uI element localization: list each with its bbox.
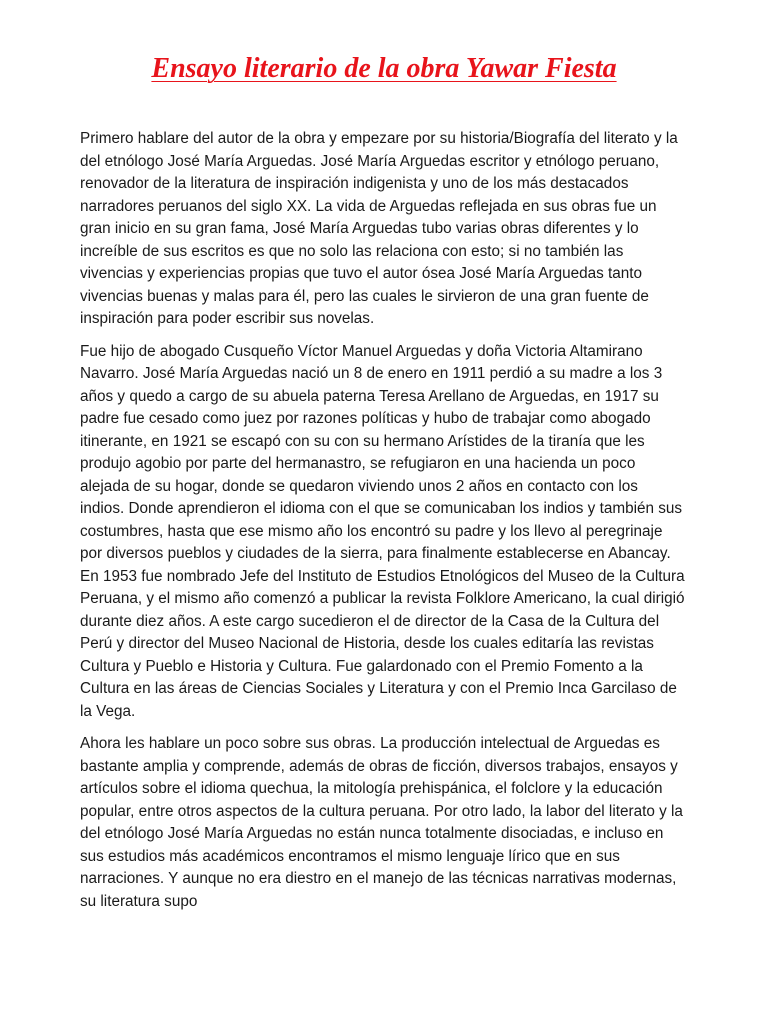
document-title: Ensayo literario de la obra Yawar Fiesta [151, 53, 617, 84]
document-body [80, 128, 685, 923]
paragraph-3: Ahora les hablare un poco sobre sus obras. La producción intelectual de Arguedas es bastante amplia y comprende, además de obras de ficción, diversos trabajos, ensayos y artículos sobre el idioma quechua, la mitología prehispánica, el folclore y la educación popular, entre otros aspectos de la cultura peruana. Por otro lado, la labor del literato y la del etnólogo José María Arguedas no están nunca totalmente disociadas, e incluso en sus estudios más académicos encontramos el mismo lenguaje lírico que en sus narraciones. Y aunque no era diestro en el manejo de las técnicas narrativas modernas, su literatura supo [80, 735, 683, 910]
paragraph-2: Fue hijo de abogado Cusqueño Víctor Manuel Arguedas y doña Victoria Altamirano Navarro. José María Arguedas nació un 8 de enero en 1911 perdió a su madre a los 3 años y quedo a cargo de su abuela paterna Teresa Arellano de Arguedas, en 1917 su padre fue cesado como juez por razones políticas y hubo de trabajar como abogado itinerante, en 1921 se escapó con su con su hermano Arístides de la tiranía que les produjo agobio por parte del hermanastro, se refugiaron en una hacienda un poco alejada de su hogar, donde se quedaron viviendo unos 2 años en contacto con los indios. Donde aprendieron el idioma con el que se comunicaban los indios y también sus costumbres, hasta que ese mismo año los encontró su padre y los llevo al peregrinaje por diversos pueblos y ciudades de la sierra, para finalmente establecerse en Abancay. En 1953 fue nombrado Jefe del Instituto de Estudios Etnológicos del Museo de la Cultura Peruana, y el mismo año comenzó a publicar la revista Folklore Americano, la cual dirigió durante diez años. A este cargo sucedieron el de director de la Casa de la Cultura del Perú y director del Museo Nacional de Historia, desde los cuales editaría las revistas Cultura y Pueblo e Historia y Cultura. Fue galardonado con el Premio Fomento a la Cultura en las áreas de Ciencias Sociales y Literatura y con el Premio Inca Garcilaso de la Vega. [80, 342, 685, 720]
paragraph-1: Primero hablare del autor de la obra y empezare por su historia/Biografía del literato y la del etnólogo José María Arguedas. José María Arguedas escritor y etnólogo peruano, renovador de la literatura de inspiración indigenista y uno de los más destacados narradores peruanos del siglo XX. La vida de Arguedas reflejada en sus obras fue un gran inicio en su gran fama, José María Arguedas tubo varias obras diferentes y lo increíble de sus escritos es que no solo las relaciona con esto; si no también las vivencias y experiencias propias que tuvo el autor ósea José María Arguedas tanto vivencias buenas y malas para él, pero las cuales le sirvieron de una gran fuente de inspiración para poder escribir sus novelas. [80, 130, 678, 327]
